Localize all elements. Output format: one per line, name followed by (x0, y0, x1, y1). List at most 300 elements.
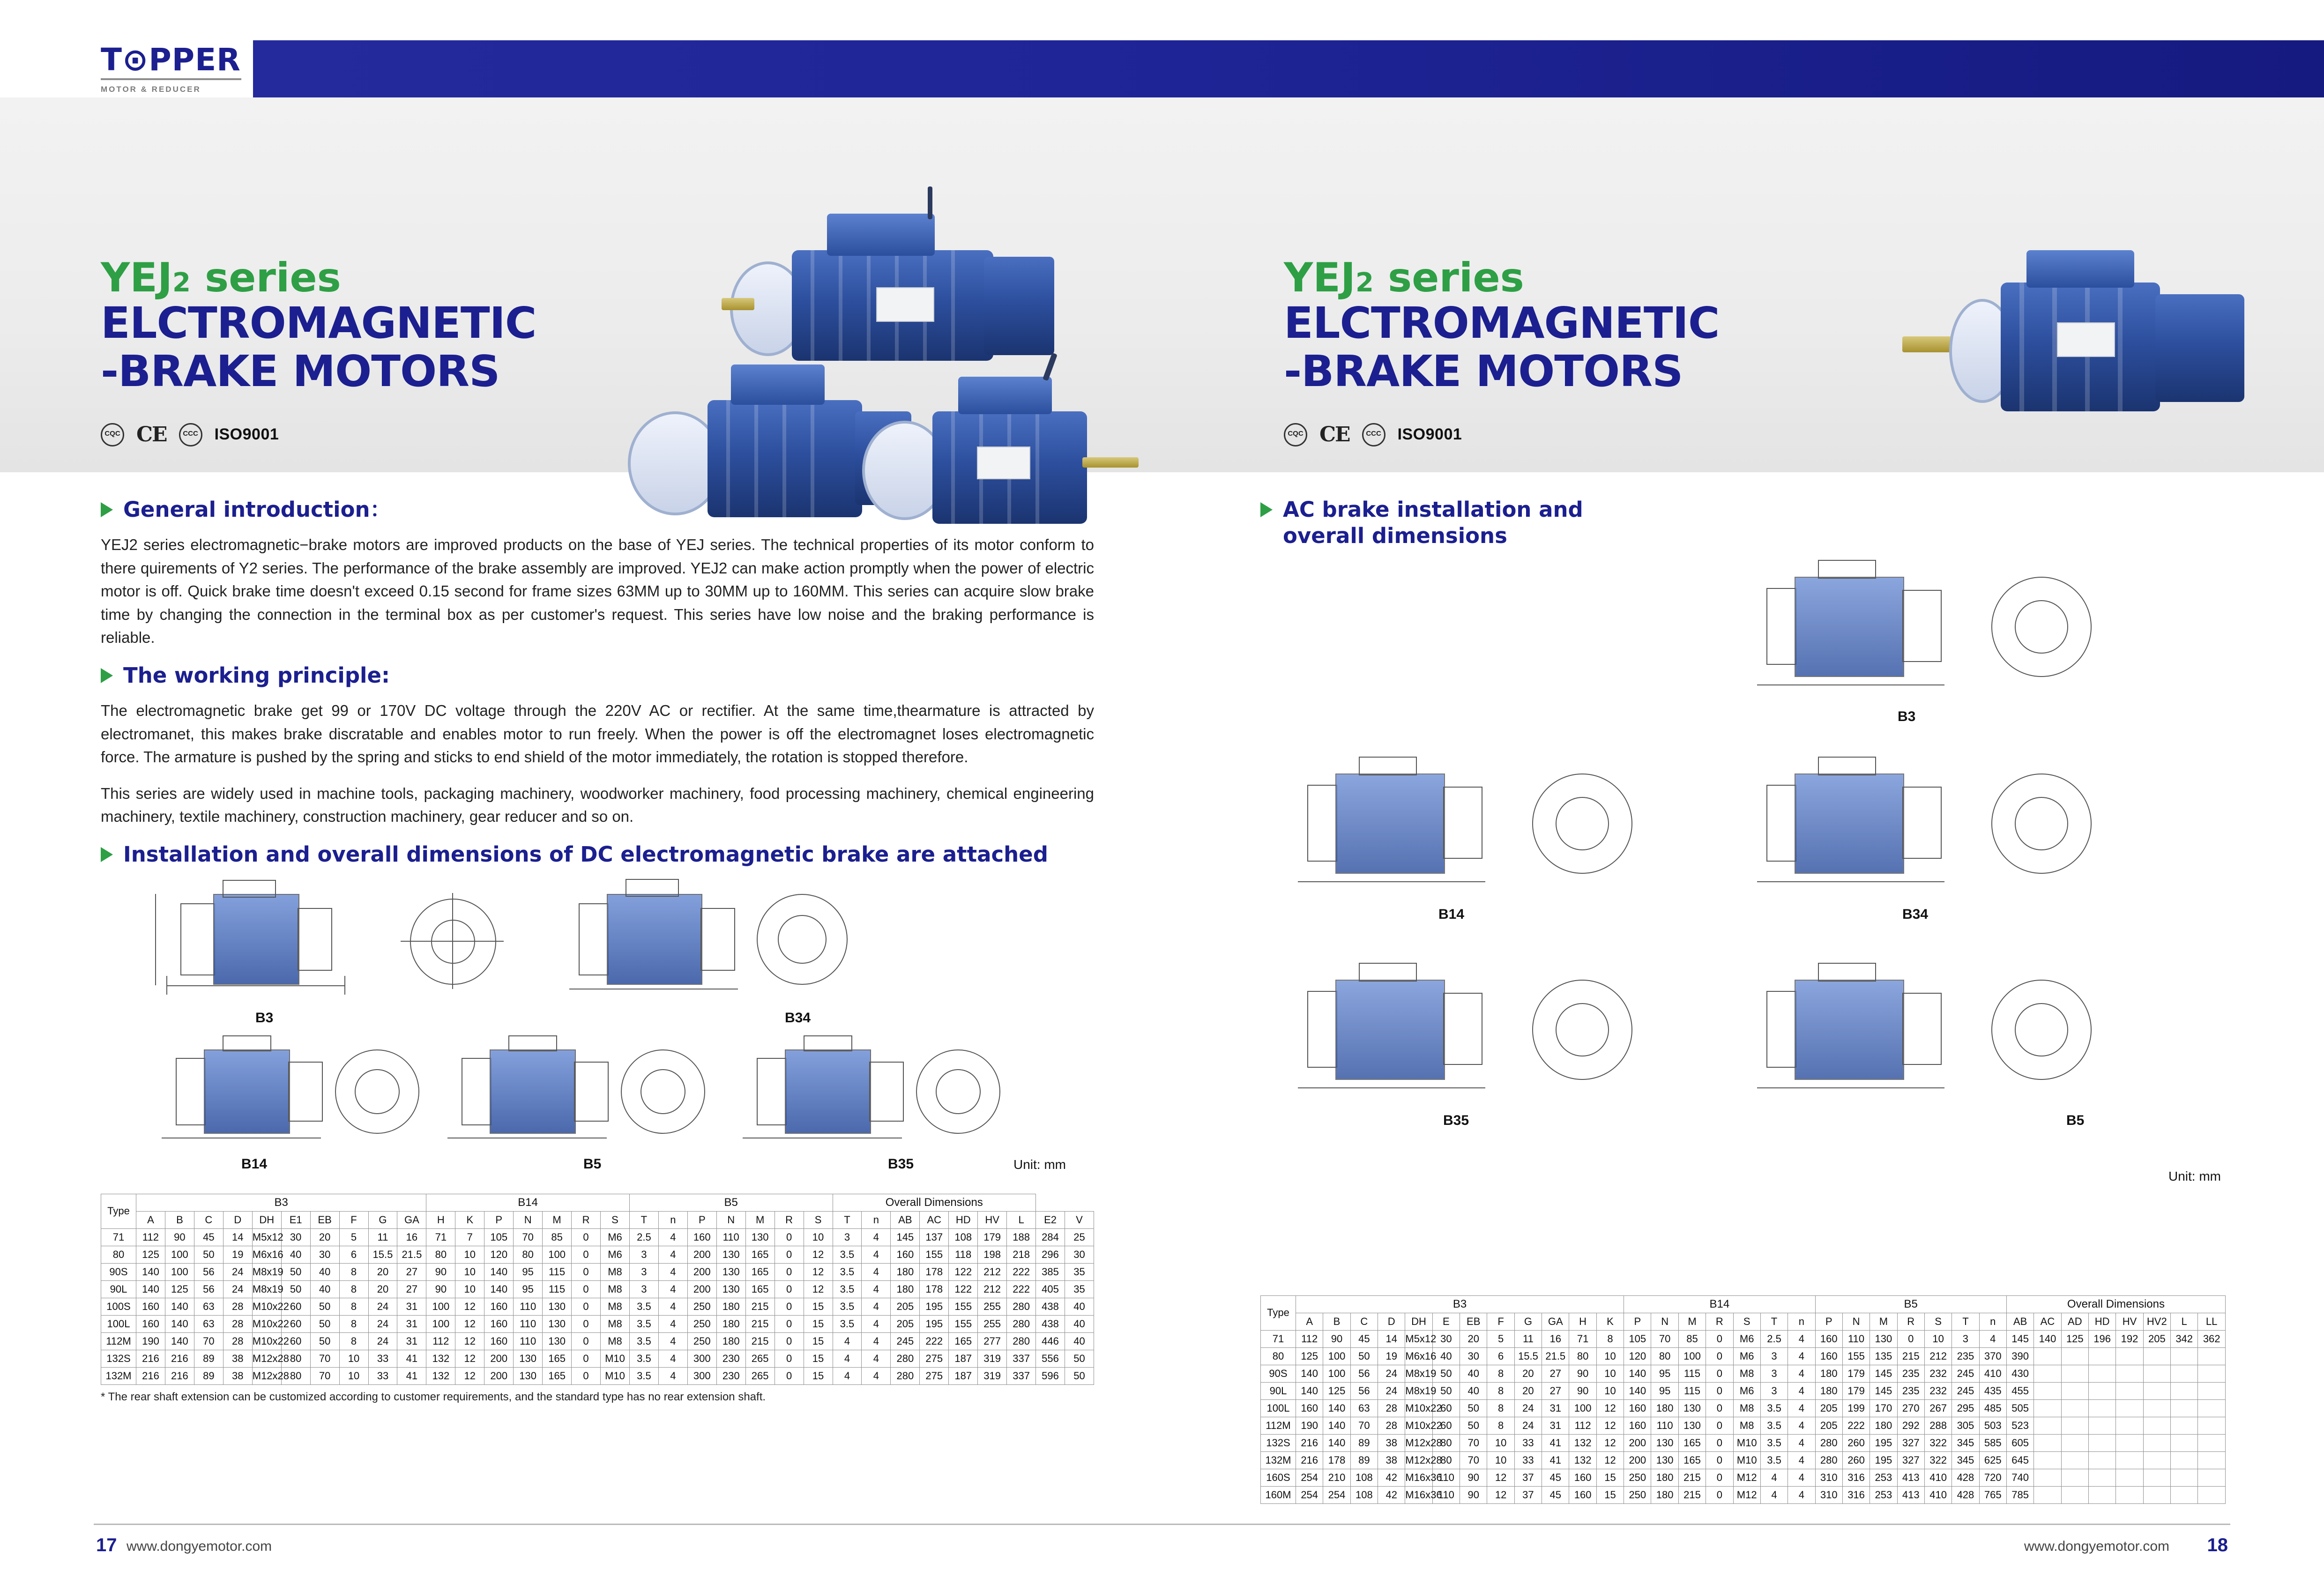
right-spec-cell: 3 (1760, 1365, 1788, 1382)
right-spec-cell: M5x12 (1405, 1330, 1432, 1347)
right-spec-col-header: R (1897, 1313, 1924, 1330)
left-spec-cell: 95 (514, 1280, 543, 1298)
right-spec-cell (2171, 1399, 2198, 1417)
left-spec-cell: 70 (310, 1350, 339, 1367)
table-row (101, 1350, 1094, 1367)
right-spec-cell: 70 (1460, 1451, 1487, 1469)
right-spec-cell: 110 (1842, 1330, 1870, 1347)
right-spec-cell: 40 (1432, 1347, 1460, 1365)
right-spec-cell (2088, 1469, 2115, 1486)
left-spec-cell: 165 (543, 1350, 572, 1367)
left-spec-cell: 15 (804, 1315, 833, 1332)
right-spec-cell (2061, 1347, 2088, 1365)
left-spec-col-header: P (484, 1211, 514, 1228)
left-spec-cell: M8 (601, 1263, 630, 1280)
left-spec-col-header: M (543, 1211, 572, 1228)
left-spec-col-header: R (572, 1211, 601, 1228)
right-spec-col-header: A (1296, 1313, 1323, 1330)
left-spec-cell: 33 (368, 1367, 397, 1384)
right-spec-cell: 50 (1460, 1399, 1487, 1417)
left-spec-cell: 3.5 (833, 1298, 862, 1315)
right-drawing-label-b35: B35 (1443, 1112, 1469, 1128)
table-row (101, 1280, 1094, 1298)
right-spec-cell: M8x19 (1405, 1382, 1432, 1399)
right-spec-cell: 20 (1460, 1330, 1487, 1347)
right-spec-row-type: 80 (1261, 1347, 1296, 1365)
left-spec-cell: 20 (368, 1263, 397, 1280)
right-spec-cell: 50 (1350, 1347, 1378, 1365)
footer-divider (94, 1524, 2230, 1525)
right-spec-cell: 80 (1432, 1434, 1460, 1451)
left-spec-cell: 8 (339, 1263, 368, 1280)
left-spec-cell: 115 (543, 1263, 572, 1280)
right-spec-cell: 245 (1952, 1382, 1979, 1399)
left-spec-cell: M10 (601, 1350, 630, 1367)
right-spec-cell: 4 (1788, 1330, 1815, 1347)
right-spec-cell: 11 (1514, 1330, 1542, 1347)
right-spec-cell: 370 (1979, 1347, 2006, 1365)
right-spec-cell: 216 (1296, 1434, 1323, 1451)
left-spec-cell: 195 (920, 1298, 949, 1315)
right-spec-cell: 140 (1624, 1382, 1651, 1399)
left-title-series-sub: 2 (172, 268, 191, 298)
left-spec-cell: 165 (543, 1367, 572, 1384)
left-spec-col-header: P (687, 1211, 716, 1228)
left-spec-cell: 12 (455, 1332, 484, 1350)
left-spec-cell: M8 (601, 1332, 630, 1350)
right-drawing-label-b5: B5 (2066, 1112, 2085, 1128)
left-spec-cell: 284 (1036, 1228, 1065, 1246)
right-spec-cell: 645 (2006, 1451, 2034, 1469)
left-spec-cell: 160 (136, 1315, 165, 1332)
left-spec-col-header: E2 (1036, 1211, 1065, 1228)
right-spec-cell: 20 (1514, 1382, 1542, 1399)
left-spec-cell: M8 (601, 1315, 630, 1332)
table-row (101, 1332, 1094, 1350)
right-spec-cell: M8 (1733, 1417, 1760, 1434)
right-spec-cell: 4 (1788, 1451, 1815, 1469)
right-spec-cell: 31 (1542, 1417, 1569, 1434)
right-spec-col-row (1261, 1313, 2226, 1330)
right-spec-cell: 5 (1487, 1330, 1514, 1347)
brand-logo (101, 42, 255, 94)
right-spec-cell: 60 (1432, 1417, 1460, 1434)
left-spec-cell: 140 (484, 1280, 514, 1298)
right-spec-cell: M12x28 (1405, 1451, 1432, 1469)
right-spec-cell: M6 (1733, 1382, 1760, 1399)
right-spec-cell: 3.5 (1760, 1417, 1788, 1434)
left-spec-cell: 30 (1065, 1246, 1094, 1263)
right-spec-col-header: GA (1542, 1313, 1569, 1330)
right-spec-cell: 12 (1596, 1434, 1624, 1451)
drawing-label-b34: B34 (785, 1010, 811, 1026)
left-spec-cell: 3.5 (629, 1315, 658, 1332)
left-spec-row-type: 80 (101, 1246, 136, 1263)
right-spec-cell (2171, 1451, 2198, 1469)
left-spec-cell: 10 (339, 1367, 368, 1384)
right-spec-col-header: M (1870, 1313, 1897, 1330)
left-spec-cell: 27 (397, 1280, 426, 1298)
drawing-label-b5: B5 (583, 1156, 602, 1172)
right-spec-cell: 0 (1706, 1365, 1733, 1382)
right-spec-cell: 585 (1979, 1434, 2006, 1451)
left-spec-cell: 24 (368, 1298, 397, 1315)
left-spec-cell: 31 (397, 1315, 426, 1332)
table-row (101, 1367, 1094, 1384)
left-spec-cell: 165 (949, 1332, 978, 1350)
left-spec-cell: 300 (687, 1367, 716, 1384)
right-spec-cell (2034, 1434, 2061, 1451)
left-spec-cell: 438 (1036, 1315, 1065, 1332)
right-spec-row-type: 112M (1261, 1417, 1296, 1434)
left-spec-cell: 337 (1007, 1367, 1036, 1384)
left-spec-cell: 160 (891, 1246, 920, 1263)
left-spec-cell: 21.5 (397, 1246, 426, 1263)
table-row (1261, 1365, 2226, 1382)
right-spec-cell: 140 (1323, 1434, 1350, 1451)
right-spec-cell: 145 (1870, 1382, 1897, 1399)
left-spec-table (101, 1194, 1094, 1385)
right-spec-cell: 390 (2006, 1347, 2034, 1365)
left-spec-cell: 38 (223, 1350, 252, 1367)
right-spec-cell: 212 (1924, 1347, 1952, 1365)
right-spec-cell: 720 (1979, 1469, 2006, 1486)
bullet-triangle-icon (101, 668, 113, 683)
left-spec-cell: 145 (891, 1228, 920, 1246)
right-spec-cell: 24 (1378, 1382, 1405, 1399)
right-spec-cell: M6 (1733, 1347, 1760, 1365)
left-spec-cell: 222 (920, 1332, 949, 1350)
left-spec-cell: 130 (543, 1298, 572, 1315)
left-spec-cell: 15 (804, 1298, 833, 1315)
left-spec-cell: 30 (281, 1228, 310, 1246)
right-spec-col-header: AC (2034, 1313, 2061, 1330)
left-spec-table-wrap (101, 1194, 1094, 1404)
page-footer (0, 1507, 2324, 1577)
left-spec-cell: 112 (426, 1332, 455, 1350)
right-drawing-b34 (1748, 757, 2104, 897)
left-spec-cell: 280 (891, 1367, 920, 1384)
left-spec-cell: 56 (194, 1280, 223, 1298)
iso9001-label: ISO9001 (214, 425, 279, 444)
left-spec-cell: 90 (426, 1280, 455, 1298)
right-spec-col-header: P (1624, 1313, 1651, 1330)
right-spec-cell: 280 (1815, 1434, 1842, 1451)
right-spec-cell: 180 (1870, 1417, 1897, 1434)
right-spec-row-type: 90S (1261, 1365, 1296, 1382)
bullet-triangle-icon (1260, 502, 1273, 517)
right-spec-cell: 254 (1296, 1469, 1323, 1486)
right-spec-cell (2143, 1382, 2170, 1399)
right-spec-col-header: EB (1460, 1313, 1487, 1330)
right-spec-cell: 12 (1596, 1399, 1624, 1417)
left-spec-cell: 180 (716, 1298, 745, 1315)
left-spec-cell: 24 (368, 1332, 397, 1350)
left-spec-cell: 179 (978, 1228, 1007, 1246)
left-page-number: 17 (96, 1535, 117, 1555)
left-spec-cell: 3.5 (833, 1315, 862, 1332)
right-spec-cell: 45 (1542, 1469, 1569, 1486)
right-spec-col-header: G (1514, 1313, 1542, 1330)
right-spec-cell: 605 (2006, 1434, 2034, 1451)
right-spec-cell: 108 (1350, 1486, 1378, 1503)
right-footer-url[interactable]: www.dongyemotor.com (2024, 1539, 2169, 1554)
right-spec-cell (2061, 1382, 2088, 1399)
left-spec-cell: 255 (978, 1298, 1007, 1315)
left-spec-col-header: N (514, 1211, 543, 1228)
right-spec-cell: 4 (1788, 1469, 1815, 1486)
right-spec-cell: 455 (2006, 1382, 2034, 1399)
right-spec-col-header: L (2171, 1313, 2198, 1330)
left-spec-cell: 110 (514, 1298, 543, 1315)
left-spec-cell: 80 (281, 1367, 310, 1384)
right-spec-cell: 24 (1378, 1365, 1405, 1382)
left-spec-cell: M6 (601, 1246, 630, 1263)
left-spec-cell: 230 (716, 1367, 745, 1384)
right-spec-cell: 0 (1706, 1382, 1733, 1399)
right-spec-cell: 112 (1569, 1417, 1596, 1434)
left-spec-cell: 3.5 (629, 1298, 658, 1315)
right-spec-cell: 135 (1870, 1347, 1897, 1365)
left-spec-cell: 15.5 (368, 1246, 397, 1263)
left-spec-cell: 385 (1036, 1263, 1065, 1280)
right-spec-cell (2171, 1347, 2198, 1365)
right-spec-cell: 410 (1979, 1365, 2006, 1382)
left-spec-col-header: L (1007, 1211, 1036, 1228)
left-spec-col-row (101, 1211, 1094, 1228)
left-spec-cell: M10x22 (252, 1332, 281, 1350)
right-spec-cell: 160 (1569, 1469, 1596, 1486)
right-spec-table (1260, 1295, 2226, 1504)
right-drawing-label-b14: B14 (1438, 906, 1465, 922)
right-spec-cell: 215 (1678, 1486, 1706, 1503)
right-spec-cell: 10 (1596, 1365, 1624, 1382)
right-spec-cell: 180 (1815, 1365, 1842, 1382)
left-spec-cell: 4 (862, 1298, 891, 1315)
right-spec-cell: 21.5 (1542, 1347, 1569, 1365)
left-spec-cell: 24 (223, 1280, 252, 1298)
left-spec-cell: 180 (716, 1315, 745, 1332)
left-spec-row-type: 90L (101, 1280, 136, 1298)
right-spec-cell: 4 (1788, 1365, 1815, 1382)
right-spec-cell: 100 (1323, 1365, 1350, 1382)
right-spec-cell: 260 (1842, 1434, 1870, 1451)
right-spec-cell: 85 (1678, 1330, 1706, 1347)
right-spec-cell (2116, 1347, 2143, 1365)
right-spec-cell: 130 (1678, 1399, 1706, 1417)
left-spec-cell: 60 (281, 1332, 310, 1350)
right-spec-cell (2061, 1434, 2088, 1451)
right-spec-cell: 428 (1952, 1469, 1979, 1486)
right-spec-cell: 505 (2006, 1399, 2034, 1417)
right-spec-col-header: n (1979, 1313, 2006, 1330)
right-spec-row-type: 71 (1261, 1330, 1296, 1347)
right-spec-cell: 195 (1870, 1434, 1897, 1451)
right-spec-cell: 19 (1378, 1347, 1405, 1365)
left-spec-cell: 140 (165, 1315, 194, 1332)
right-spec-cell: 45 (1542, 1486, 1569, 1503)
right-spec-cell: 16 (1542, 1330, 1569, 1347)
right-spec-cell (2116, 1451, 2143, 1469)
right-spec-cell (2034, 1469, 2061, 1486)
left-spec-cell: 3.5 (629, 1332, 658, 1350)
left-spec-cell: 265 (745, 1350, 775, 1367)
left-spec-cell: 187 (949, 1367, 978, 1384)
right-spec-cell: 90 (1460, 1486, 1487, 1503)
right-spec-cell: 50 (1460, 1417, 1487, 1434)
right-spec-cell: 100 (1569, 1399, 1596, 1417)
left-spec-cell: 4 (658, 1228, 687, 1246)
left-spec-cell: 100 (165, 1246, 194, 1263)
left-spec-cell: 130 (716, 1246, 745, 1263)
left-spec-cell: 100 (426, 1315, 455, 1332)
drawing-b5 (447, 1039, 710, 1152)
left-spec-cell: 4 (658, 1332, 687, 1350)
right-spec-cell (2171, 1486, 2198, 1503)
left-spec-col-header: D (223, 1211, 252, 1228)
brand-logo-text: T⊙PPER (101, 42, 241, 78)
left-spec-cell: M6 (601, 1228, 630, 1246)
left-spec-cell: M10x22 (252, 1315, 281, 1332)
left-spec-cell: 165 (745, 1280, 775, 1298)
left-spec-row-type: 112M (101, 1332, 136, 1350)
right-spec-cell: 14 (1378, 1330, 1405, 1347)
right-spec-cell (2116, 1434, 2143, 1451)
right-spec-cell: 362 (2198, 1330, 2226, 1347)
left-spec-cell: 6 (339, 1246, 368, 1263)
right-spec-cell: 179 (1842, 1382, 1870, 1399)
left-spec-cell: 4 (658, 1350, 687, 1367)
right-spec-cell: 108 (1350, 1469, 1378, 1486)
left-spec-cell: 4 (658, 1280, 687, 1298)
left-spec-cell: 4 (658, 1367, 687, 1384)
left-spec-cell: 28 (223, 1332, 252, 1350)
right-spec-cell: 110 (1432, 1486, 1460, 1503)
right-spec-cell: 523 (2006, 1417, 2034, 1434)
general-intro-text: YEJ2 series electromagnetic−brake motors are improved products on the base of YEJ series. The technical properties of its motor conform to there quirements of Y2 series. The performance of the brake assembly are improved. YEJ2 can make action promptly when the power of electric motor is off. Quick brake time doesn't exceed 0.15 second for frame sizes 63MM up to 30MM up to 160MM. This series can acquire slow brake time by changing the connection in the terminal box as per customer's request. This series have low noise and the braking performance is reliable. (101, 536, 1094, 647)
left-spec-cell: 405 (1036, 1280, 1065, 1298)
right-spec-cell: 222 (1842, 1417, 1870, 1434)
right-spec-cell (2198, 1382, 2226, 1399)
left-spec-col-header: AB (891, 1211, 920, 1228)
right-spec-cell: 10 (1596, 1382, 1624, 1399)
left-spec-cell: 319 (978, 1367, 1007, 1384)
right-spec-cell: 140 (1624, 1365, 1651, 1382)
right-spec-cell: 130 (1651, 1451, 1678, 1469)
left-spec-cell: 4 (862, 1263, 891, 1280)
right-spec-cell: 12 (1487, 1469, 1514, 1486)
left-spec-row-type: 100L (101, 1315, 136, 1332)
right-spec-cell: 485 (1979, 1399, 2006, 1417)
left-spec-cell: 205 (891, 1298, 920, 1315)
right-spec-cell (2116, 1365, 2143, 1382)
right-spec-cell: 12 (1596, 1451, 1624, 1469)
left-spec-cell: 80 (426, 1246, 455, 1263)
right-spec-cell: 267 (1924, 1399, 1952, 1417)
left-spec-col-header: V (1065, 1211, 1094, 1228)
drawing-label-b35: B35 (888, 1156, 914, 1172)
left-spec-cell: 10 (339, 1350, 368, 1367)
right-title-line1: ELCTROMAGNETIC (1284, 298, 1720, 349)
left-spec-cell: 4 (833, 1350, 862, 1367)
right-spec-cell (2088, 1451, 2115, 1469)
right-spec-cell: 4 (1760, 1469, 1788, 1486)
left-spec-cell: 85 (543, 1228, 572, 1246)
right-spec-cell: 345 (1952, 1434, 1979, 1451)
left-spec-cell: 3 (833, 1228, 862, 1246)
motor-photo-right-hero (1902, 243, 2258, 439)
left-spec-cell: M5x12 (252, 1228, 281, 1246)
right-spec-cell: 0 (1706, 1451, 1733, 1469)
left-spec-cell: M8x19 (252, 1263, 281, 1280)
right-spec-cell: 95 (1651, 1382, 1678, 1399)
right-spec-row-type: 132S (1261, 1434, 1296, 1451)
left-spec-cell: 200 (687, 1263, 716, 1280)
right-spec-col-header: E (1432, 1313, 1460, 1330)
ccc-icon: CCC (179, 423, 202, 446)
left-spec-cell: 100 (426, 1298, 455, 1315)
right-spec-cell (2198, 1417, 2226, 1434)
left-table-footnote: * The rear shaft extension can be customized according to customer requirements, and the standard type has no rear extension shaft. (101, 1390, 766, 1403)
right-title-series-sub: 2 (1356, 268, 1374, 298)
right-spec-cell: 0 (1897, 1330, 1924, 1347)
right-spec-cell: 15 (1596, 1469, 1624, 1486)
right-drawing-b14 (1289, 757, 1645, 897)
right-spec-cell: 4 (1788, 1347, 1815, 1365)
left-title-line2: -BRAKE MOTORS (101, 346, 500, 397)
left-spec-cell: 20 (368, 1280, 397, 1298)
left-footer-url[interactable]: www.dongyemotor.com (127, 1539, 272, 1554)
right-spec-table-body (1261, 1330, 2226, 1503)
left-spec-cell: 180 (891, 1263, 920, 1280)
right-spec-cell: 280 (1815, 1451, 1842, 1469)
left-spec-cell: M6x16 (252, 1246, 281, 1263)
table-row (101, 1228, 1094, 1246)
left-spec-cell: 250 (687, 1332, 716, 1350)
right-spec-cell: 10 (1487, 1434, 1514, 1451)
right-spec-cell: 192 (2116, 1330, 2143, 1347)
left-spec-cell: 0 (775, 1228, 804, 1246)
left-spec-cell: 15 (804, 1367, 833, 1384)
right-spec-cell: 45 (1350, 1330, 1378, 1347)
right-spec-cell (2088, 1434, 2115, 1451)
right-spec-cell: 56 (1350, 1382, 1378, 1399)
left-spec-cell: 190 (136, 1332, 165, 1350)
left-spec-col-header: N (716, 1211, 745, 1228)
left-spec-cell: 4 (862, 1367, 891, 1384)
right-spec-cell: 180 (1815, 1382, 1842, 1399)
left-spec-cell: 110 (716, 1228, 745, 1246)
right-spec-cell: 89 (1350, 1434, 1378, 1451)
table-row (1261, 1399, 2226, 1417)
right-spec-col-header: K (1596, 1313, 1624, 1330)
left-spec-cell: 155 (920, 1246, 949, 1263)
left-spec-cell: 28 (223, 1315, 252, 1332)
right-spec-cell: 180 (1651, 1399, 1678, 1417)
right-spec-cell: 41 (1542, 1451, 1569, 1469)
left-spec-col-header: GA (397, 1211, 426, 1228)
right-spec-col-header: D (1378, 1313, 1405, 1330)
left-spec-cell: 50 (310, 1298, 339, 1315)
right-spec-cell: 3.5 (1760, 1451, 1788, 1469)
right-spec-cell: 10 (1924, 1330, 1952, 1347)
right-spec-cell: 435 (1979, 1382, 2006, 1399)
right-spec-cell: M10x22 (1405, 1417, 1432, 1434)
left-spec-cell: 25 (1065, 1228, 1094, 1246)
left-spec-cell: 160 (687, 1228, 716, 1246)
left-page-body (101, 497, 1094, 1404)
left-spec-cell: 5 (339, 1228, 368, 1246)
